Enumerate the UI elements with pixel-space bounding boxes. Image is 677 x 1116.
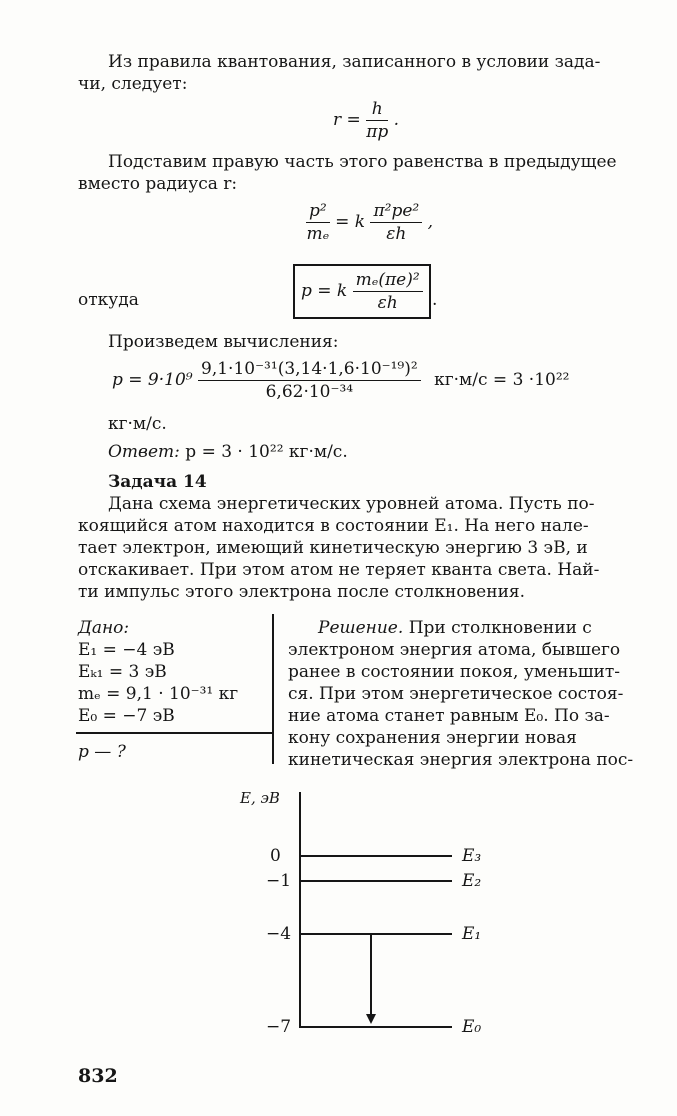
level-name: E₃ xyxy=(462,846,482,866)
solution-line: ранее в состоянии покоя, уменьшит- xyxy=(288,662,620,682)
intro-line-2: чи, следует: xyxy=(78,74,188,94)
axis-label: E, эВ xyxy=(240,789,280,807)
given-label: Дано: xyxy=(78,618,130,638)
calc-num: 9,1·10⁻³¹(3,14·1,6·10⁻¹⁹)² xyxy=(198,358,421,381)
formula-r-fraction xyxy=(366,98,388,143)
task-line-2: коящийся атом находится в состоянии E₁. На него нале- xyxy=(78,516,589,536)
answer-label: Ответ: xyxy=(108,442,180,462)
solution-line: электроном энергия атома, бывшего xyxy=(288,640,621,660)
level-tick: −7 xyxy=(266,1017,292,1037)
boxed-formula xyxy=(293,264,431,319)
calc-fraction xyxy=(198,358,421,403)
given-item: mₑ = 9,1 · 10⁻³¹ кг xyxy=(78,684,239,704)
page-number: 832 xyxy=(78,1065,118,1087)
energy-axis xyxy=(299,792,301,1028)
formula-sub-rhs-den: εh xyxy=(386,224,407,244)
formula-sub-lhs xyxy=(306,200,330,245)
solution-line: ся. При этом энергетическое состоя- xyxy=(288,684,624,704)
boxed-lhs: p = k xyxy=(301,281,348,301)
solution-line: кону сохранения энергии новая xyxy=(288,728,577,748)
boxed-tail: . xyxy=(432,290,438,310)
level-name: E₂ xyxy=(462,871,482,891)
formula-sub-lhs-num: p² xyxy=(306,200,330,223)
level-tick: −1 xyxy=(266,871,292,891)
formula-sub-rhs-num: π²pe² xyxy=(370,200,422,223)
boxed-num: mₑ(πe)² xyxy=(353,269,423,292)
given-item: E₁ = −4 эВ xyxy=(78,640,175,660)
level-line-e2 xyxy=(300,880,452,882)
calc-lhs: p = 9·10⁹ xyxy=(112,370,193,390)
level-name: E₀ xyxy=(462,1017,482,1037)
substitute-line-2: вместо радиуса r: xyxy=(78,174,238,194)
given-separator xyxy=(76,732,274,734)
formula-sub-tail: , xyxy=(427,212,434,232)
answer xyxy=(108,442,348,462)
formula-sub-rhs xyxy=(370,200,422,245)
solution-label: Решение. xyxy=(318,618,404,638)
formula-sub-mid: = k xyxy=(335,212,366,232)
level-tick: −4 xyxy=(266,924,292,944)
calc-rhs: кг·м/с = 3 ·10²² xyxy=(434,370,570,390)
solution-line: ние атома станет равным E₀. По за- xyxy=(288,706,610,726)
boxed-den: εh xyxy=(377,293,398,313)
formula-r-num: h xyxy=(366,98,388,121)
level-line-e3 xyxy=(300,855,452,857)
given-divider xyxy=(272,614,274,764)
level-name: E₁ xyxy=(462,924,482,944)
level-line-e1 xyxy=(300,933,452,935)
task-title: Задача 14 xyxy=(108,472,207,492)
boxed-fraction xyxy=(353,269,423,314)
solution-line: кинетическая энергия электрона пос- xyxy=(288,750,634,770)
given-item: Eₖ₁ = 3 эВ xyxy=(78,662,167,682)
result-label: откуда xyxy=(78,290,139,310)
task-line-4: отскакивает. При этом атом не теряет кванта света. Най- xyxy=(78,560,600,580)
task-line-1: Дана схема энергетических уровней атома. Пусть по- xyxy=(108,494,595,514)
given-find: p — ? xyxy=(78,742,126,762)
level-tick: 0 xyxy=(270,846,281,866)
given-item: E₀ = −7 эВ xyxy=(78,706,175,726)
formula-r xyxy=(333,98,399,143)
calc-den: 6,62·10⁻³⁴ xyxy=(265,382,354,402)
calc-heading: Произведем вычисления: xyxy=(108,332,339,352)
transition-arrow-icon xyxy=(366,1014,376,1024)
intro-line-1: Из правила квантования, записанного в условии зада- xyxy=(108,52,601,72)
formula-r-lhs: r = xyxy=(333,110,361,130)
answer-value: p = 3 · 10²² кг·м/с. xyxy=(185,442,348,462)
formula-substituted xyxy=(306,200,433,245)
calc-formula xyxy=(112,358,569,403)
formula-sub-lhs-den: mₑ xyxy=(306,224,330,244)
level-line-e0 xyxy=(300,1026,452,1028)
formula-r-den: πp xyxy=(366,122,389,142)
task-line-3: тает электрон, имеющий кинетическую энергию 3 эВ, и xyxy=(78,538,588,558)
solution-line-1 xyxy=(318,618,592,638)
solution-first-rest: При столкновении с xyxy=(408,618,592,638)
calc-units: кг·м/с. xyxy=(108,414,167,434)
task-line-5: ти импульс этого электрона после столкновения. xyxy=(78,582,526,602)
substitute-line-1: Подставим правую часть этого равенства в предыдущее xyxy=(108,152,617,172)
formula-r-tail: . xyxy=(393,110,400,130)
transition-line xyxy=(370,934,372,1018)
